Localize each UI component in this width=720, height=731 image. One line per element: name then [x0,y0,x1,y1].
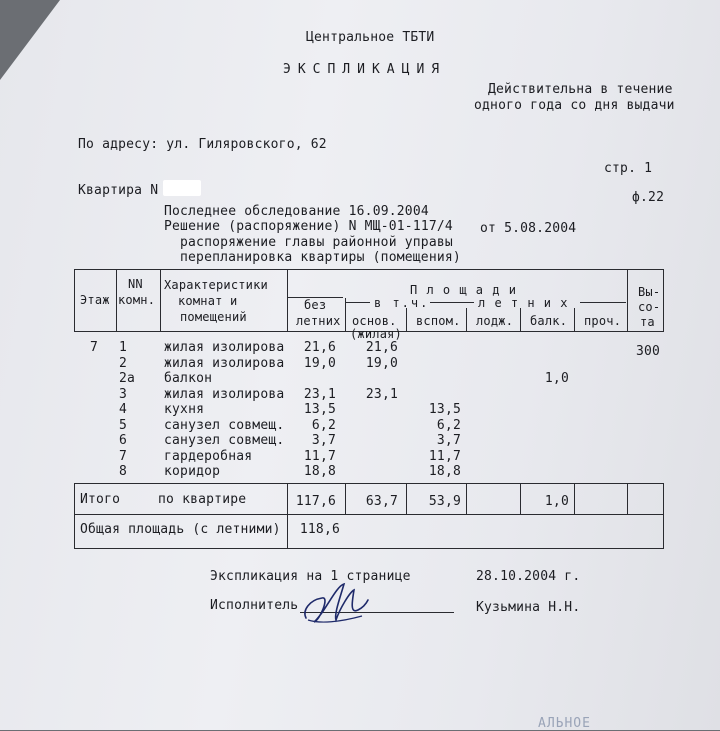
room-number: 5 [119,418,128,433]
order-line-2: перепланировка квартиры (помещения) [180,250,461,265]
document-title: ЭКСПЛИКАЦИЯ [283,62,447,77]
overall-area-label: Общая площадь (с летними) [80,522,281,537]
validity-line-1: Действительна в течение [488,82,673,97]
room-name: жилая изолирова [164,387,285,402]
header-height-2: со- [638,300,661,314]
floor-value: 7 [90,340,99,355]
room-name: гардеробная [164,449,253,464]
total-main: 63,7 [365,494,398,509]
room-total-area: 23,1 [303,387,336,402]
room-name: коридор [164,464,221,479]
header-summer: летних [296,314,341,328]
header-nn: NN [128,277,143,291]
decision-date: от 5.08.2004 [480,221,577,236]
header-without: без [304,298,327,312]
room-balcony-area: 1,0 [544,371,569,386]
header-summer-areas: л е т н и х [478,296,569,310]
room-number: 2 [119,356,128,371]
room-number: 3 [119,387,128,402]
room-aux-area: 18,8 [428,464,461,479]
room-total-area: 18,8 [303,464,336,479]
org-name: Центральное ТБТИ [306,30,435,45]
room-number: 2а [119,371,136,386]
address: По адресу: ул. Гиляровского, 62 [78,137,327,152]
room-number: 4 [119,402,128,417]
room-total-area: 21,6 [303,340,336,355]
room-main-area: 23,1 [365,387,398,402]
room-name: санузел совмещ. [164,433,285,448]
order-line-1: распоряжение главы районной управы [180,235,453,250]
room-name: балкон [164,371,213,386]
redaction-box [163,180,201,196]
header-balcony: балк. [530,314,568,328]
total-label: Итого [80,492,121,507]
header-floor: Этаж [80,293,110,307]
room-total-area: 13,5 [303,402,336,417]
decision: Решение (распоряжение) N МЩ-01-117/4 [164,219,453,234]
header-characteristics: Характеристики [164,278,268,292]
total-sub-label: по квартире [158,492,247,507]
room-total-area: 3,7 [311,433,336,448]
total-auxiliary: 53,9 [428,494,461,509]
apartment-label: Квартира N [78,183,159,198]
total-balcony: 1,0 [544,494,569,509]
room-name: жилая изолирова [164,340,285,355]
header-other: проч. [584,314,622,328]
total-area: 117,6 [295,494,336,509]
room-aux-area: 6,2 [436,418,461,433]
header-height-3: та [640,315,655,329]
signature [300,580,370,628]
validity-line-2: одного года со дня выдачи [474,98,675,113]
room-aux-area: 13,5 [428,402,461,417]
stamp-fragment: АЛЬНОЕ [538,716,591,731]
header-characteristics-3: помещений [180,310,247,324]
height-value: 300 [636,344,661,359]
room-main-area: 19,0 [365,356,398,371]
pages-count: Экспликация на 1 странице [210,569,411,584]
header-incl: в т.ч. [374,296,430,310]
room-number: 1 [119,340,128,355]
header-areas: П л о щ а д и [410,283,517,297]
room-total-area: 6,2 [311,418,336,433]
header-height-1: Вы- [638,285,661,299]
executor-label: Исполнитель [210,598,299,613]
room-number: 8 [119,464,128,479]
room-total-area: 19,0 [303,356,336,371]
room-name: санузел совмещ. [164,418,285,433]
footer-date: 28.10.2004 г. [476,569,581,584]
last-survey: Последнее обследование 16.09.2004 [164,204,429,219]
room-aux-area: 11,7 [428,449,461,464]
room-number: 7 [119,449,128,464]
room-total-area: 11,7 [303,449,336,464]
executor-name: Кузьмина Н.Н. [476,600,581,615]
room-main-area: 21,6 [365,340,398,355]
header-rooms: комн. [118,293,156,307]
header-auxiliary: вспом. [416,314,461,328]
room-name: жилая изолирова [164,356,285,371]
page-number: стр. 1 [604,161,653,176]
header-characteristics-2: комнат и [178,294,238,308]
form-number: ф.22 [632,190,665,205]
room-number: 6 [119,433,128,448]
header-loggia: лодж. [476,314,514,328]
header-living: (жилая) [350,327,402,341]
room-name: кухня [164,402,205,417]
header-main: основ. [352,314,397,328]
overall-area-value: 118,6 [299,522,340,537]
page-corner-shadow [0,0,60,80]
room-aux-area: 3,7 [436,433,461,448]
